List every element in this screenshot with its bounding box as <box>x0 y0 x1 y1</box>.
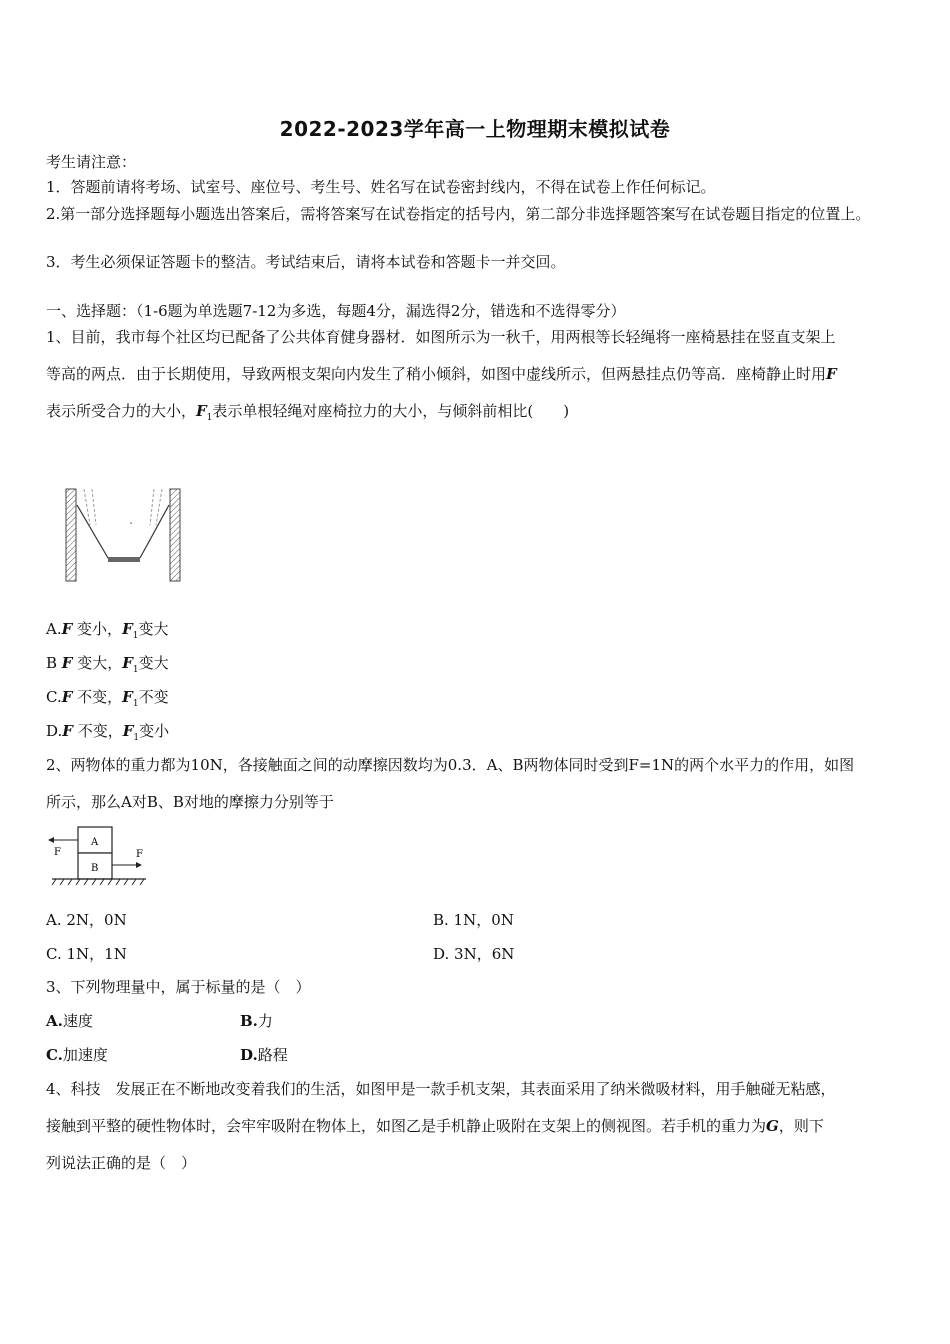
option-text: 变小 <box>139 722 170 740</box>
q1-option-a[interactable] <box>46 619 168 646</box>
section-heading: 一、选择题：（1-6题为单选题7-12为多选，每题4分，漏选得2分，错选和不选得零分） <box>46 302 626 320</box>
q4-line-3: 列说法正确的是（ ） <box>46 1154 197 1172</box>
notice-item-3: 3．考生必须保证答题卡的整洁。考试结束后，请将本试卷和答题卡一并交回。 <box>46 253 566 271</box>
blocks-figure <box>44 825 150 887</box>
var-f1: F <box>122 620 133 638</box>
var-f: F <box>61 654 73 672</box>
q4-line-1: 4、科技 发展正在不断地改变着我们的生活，如图甲是一款手机支架，其表面采用了纳米微吸材料，用手触碰无粘感， <box>46 1080 836 1098</box>
var-f1-sub: 1 <box>132 665 139 675</box>
force-left-label: F <box>54 847 61 858</box>
option-text: 变大， <box>77 654 123 672</box>
q3-option-a[interactable] <box>46 1011 93 1031</box>
var-f: F <box>61 620 73 638</box>
q1-line-3-text-a: 表示所受合力的大小， <box>46 402 197 420</box>
q4-line-2-text-a: 接触到平整的硬性物体时，会牢牢吸附在物体上，如图乙是手机静止吸附在支架上的侧视图。若手机的重力为 <box>46 1117 767 1135</box>
q1-option-d[interactable] <box>46 721 169 748</box>
page-title: 2022-2023学年高一上物理期末模拟试卷 <box>279 117 671 141</box>
swing-figure <box>62 485 186 585</box>
option-text: 路程 <box>257 1046 288 1064</box>
var-f1: F <box>122 688 133 706</box>
option-label: D. <box>240 1046 258 1064</box>
q1-line-2-text: 等高的两点．由于长期使用，导致两根支架向内发生了稍小倾斜，如图中虚线所示，但两悬挂点仍等高．座椅静止时用 <box>46 365 827 383</box>
option-text: 变大 <box>138 620 169 638</box>
q1-option-b[interactable] <box>46 653 169 680</box>
var-f1-sub: 1 <box>132 631 139 641</box>
option-prefix: D. <box>46 722 63 740</box>
notice-item-1: 1．答题前请将考场、试室号、座位号、考生号、姓名写在试卷密封线内，不得在试卷上作任何标记。 <box>46 178 716 196</box>
var-f: F <box>826 365 837 383</box>
option-text: 不变， <box>77 722 123 740</box>
notice-item-2: 2.第一部分选择题每小题选出答案后，需将答案写在试卷指定的括号内，第二部分非选择题答案写在试卷题目指定的位置上。 <box>46 205 871 223</box>
q2-option-b[interactable]: B. 1N，0N <box>433 911 514 929</box>
q4-line-2 <box>46 1116 824 1136</box>
var-f1-sub: 1 <box>133 733 140 743</box>
option-text: 不变， <box>77 688 123 706</box>
q3-option-d[interactable] <box>240 1045 288 1065</box>
var-f: F <box>62 722 73 740</box>
var-f1: F <box>196 402 207 420</box>
q3-option-b[interactable] <box>240 1011 273 1031</box>
var-f1: F <box>122 722 134 740</box>
q2-line-2: 所示，那么A对B、B对地的摩擦力分别等于 <box>46 793 334 811</box>
option-text: 不变 <box>138 688 169 706</box>
q1-option-c[interactable] <box>46 687 169 714</box>
option-label: A. <box>46 1012 63 1030</box>
q1-line-3 <box>46 401 569 428</box>
var-f1: F <box>122 654 133 672</box>
var-g: G <box>766 1117 779 1135</box>
option-prefix: B <box>46 654 62 672</box>
q3-stem: 3、下列物理量中，属于标量的是（ ） <box>46 978 311 996</box>
option-label: C. <box>46 1046 63 1064</box>
option-label: B. <box>240 1012 258 1030</box>
option-text: 变大 <box>138 654 169 672</box>
var-f1-sub: 1 <box>206 413 213 423</box>
notice-header: 考生请注意： <box>46 153 137 171</box>
block-b-label: B <box>91 863 99 874</box>
q2-line-1: 2、两物体的重力都为10N，各接触面之间的动摩擦因数均为0.3．A、B两物体同时受到F=1N的两个水平力的作用，如图 <box>46 756 855 774</box>
q1-line-3-text-b: 表示单根轻绳对座椅拉力的大小，与倾斜前相比( ) <box>212 402 570 420</box>
q4-line-2-text-b: ，则下 <box>778 1117 824 1135</box>
block-a-label: A <box>91 837 99 848</box>
q1-line-2 <box>46 364 837 384</box>
option-text: 力 <box>257 1012 273 1030</box>
q2-option-d[interactable]: D. 3N，6N <box>433 945 515 963</box>
q3-option-c[interactable] <box>46 1045 108 1065</box>
q2-option-c[interactable]: C. 1N，1N <box>46 945 127 963</box>
q1-line-1: 1、目前，我市每个社区均已配备了公共体育健身器材．如图所示为一秋千，用两根等长轻绳将一座椅悬挂在竖直支架上 <box>46 328 836 346</box>
option-text: 变小， <box>77 620 123 638</box>
q2-option-a[interactable]: A. 2N，0N <box>46 911 127 929</box>
option-prefix: C. <box>46 688 62 706</box>
force-right-label: F <box>136 849 143 860</box>
option-prefix: A. <box>46 620 62 638</box>
var-f1-sub: 1 <box>132 699 139 709</box>
option-text: 速度 <box>62 1012 93 1030</box>
option-text: 加速度 <box>62 1046 108 1064</box>
var-f: F <box>61 688 73 706</box>
